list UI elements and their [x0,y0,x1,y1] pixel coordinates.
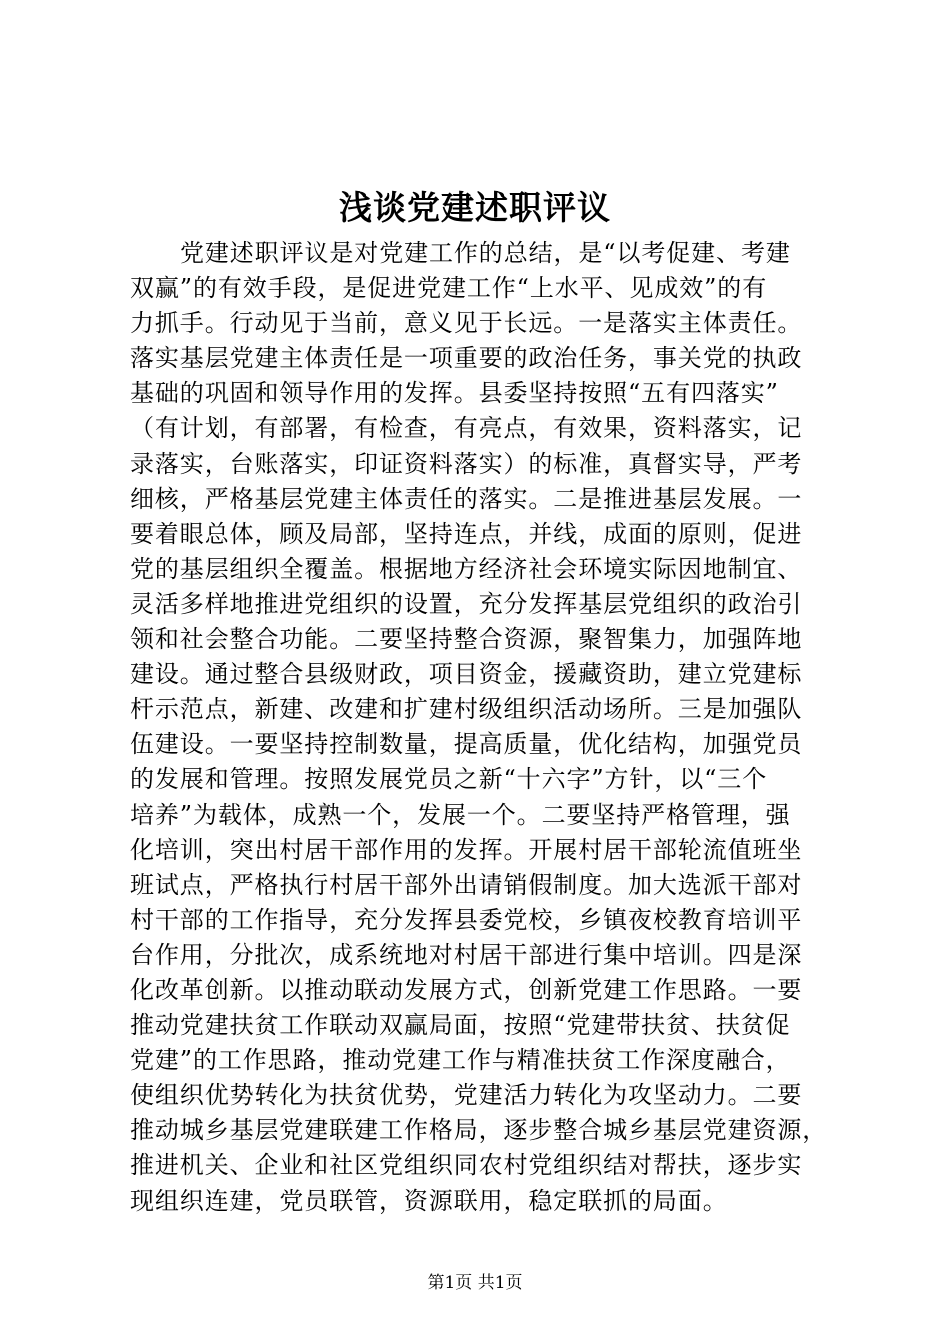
text-line: 落实基层党建主体责任是一项重要的政治任务，事关党的执政 [130,344,803,373]
text-line: （有计划，有部署，有检查，有亮点，有效果，资料落实，记 [130,414,803,443]
text-line: 使组织优势转化为扶贫优势，党建活力转化为攻坚动力。二要 [130,1081,803,1110]
text-line: 的发展和管理。按照发展党员之新“十六字”方针，以“三个 [130,765,768,794]
text-line: 党建述职评议是对党建工作的总结，是“以考促建、考建 [180,239,791,267]
text-line: 基础的巩固和领导作用的发挥。县委坚持按照“五有四落实” [130,379,779,408]
text-line: 台作用，分批次，成系统地对村居干部进行集中培训。四是深 [130,940,803,969]
text-line: 双赢”的有效手段，是促进党建工作“上水平、见成效”的有 [130,274,768,303]
text-line: 力抓手。行动见于当前，意义见于长远。一是落实主体责任。 [130,309,803,338]
text-line: 伍建设。一要坚持控制数量，提高质量，优化结构，加强党员 [130,730,803,759]
text-line: 领和社会整合功能。二要坚持整合资源，聚智集力，加强阵地 [130,625,803,654]
text-line: 推动党建扶贫工作联动双赢局面，按照“党建带扶贫、扶贫促 [130,1011,791,1040]
text-line: 建设。通过整合县级财政，项目资金，援藏资助，建立党建标 [130,660,803,689]
body-paragraph [130,236,840,1219]
text-line: 现组织连建，党员联管，资源联用，稳定联抓的局面。 [130,1186,728,1215]
text-line: 培养”为载体，成熟一个，发展一个。二要坚持严格管理，强 [130,800,791,829]
text-line: 杆示范点，新建、改建和扩建村级组织活动场所。三是加强队 [130,695,803,724]
text-line: 化培训，突出村居干部作用的发挥。开展村居干部轮流值班坐 [130,835,803,864]
text-line: 化改革创新。以推动联动发展方式，创新党建工作思路。一要 [130,975,803,1004]
text-line: 党建”的工作思路，推动党建工作与精准扶贫工作深度融合， [130,1046,791,1075]
text-line: 要着眼总体，顾及局部，坚持连点，并线，成面的原则，促进 [130,519,803,548]
text-line: 录落实，台账落实，印证资料落实）的标准，真督实导，严考 [130,449,803,478]
text-line: 灵活多样地推进党组织的设置，充分发挥基层党组织的政治引 [130,589,803,618]
text-line: 村干部的工作指导，充分发挥县委党校，乡镇夜校教育培训平 [130,905,803,934]
text-line: 党的基层组织全覆盖。根据地方经济社会环境实际因地制宜、 [130,554,803,583]
page-title: 浅谈党建述职评议 [339,188,611,227]
text-line: 推动城乡基层党建联建工作格局，逐步整合城乡基层党建资源， [130,1116,828,1145]
text-line: 推进机关、企业和社区党组织同农村党组织结对帮扶，逐步实 [130,1151,803,1180]
page-number: 第1页 共1页 [427,1273,523,1293]
text-line: 班试点，严格执行村居干部外出请销假制度。加大选派干部对 [130,870,803,899]
text-line: 细核，严格基层党建主体责任的落实。二是推进基层发展。一 [130,484,803,513]
